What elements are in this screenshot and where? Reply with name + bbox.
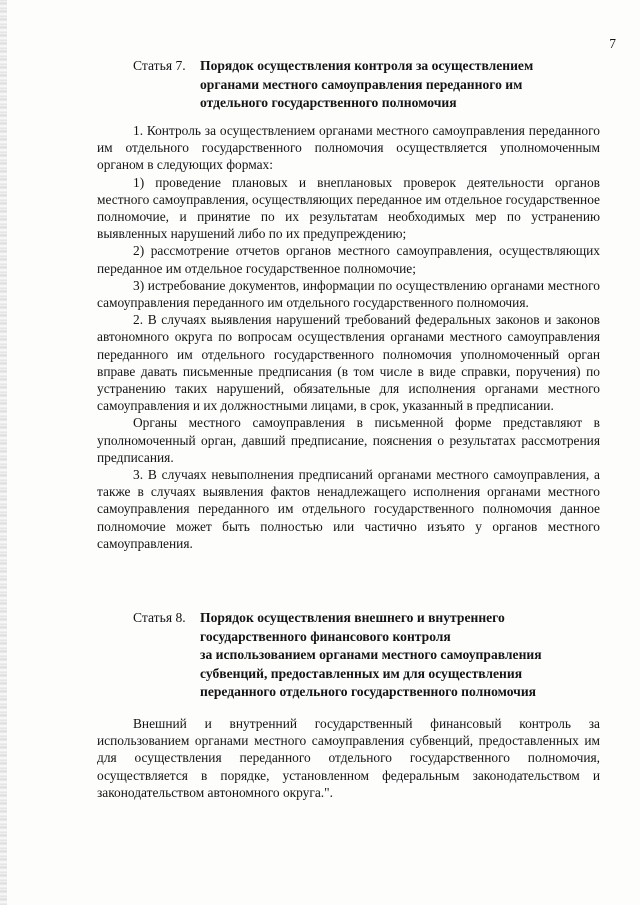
article-7-number: Статья 7. xyxy=(133,58,186,73)
article-7-title-line: отдельного государственного полномочия xyxy=(200,95,457,110)
article-7-paragraph-2: 2. В случаях выявления нарушений требований федеральных законов и законов автономного округа по вопросам осуществления органами местного самоуправления переданного им отдельного государственного полномочия уполномоченный орган вправе давать письменные предписания (в том числе в виде справки, поручения) по устранению таких нарушений, обязательные для исполнения органами местного самоуправления и их должностными лицами, в срок, указанный в предписании. xyxy=(97,312,600,414)
article-8-title-line: государственного финансового контроля xyxy=(200,628,451,644)
article-7-title-line: органами местного самоуправления переданного им xyxy=(200,76,523,92)
article-8-heading xyxy=(133,609,609,702)
article-7-paragraph-1: 1. Контроль за осуществлением органами местного самоуправления переданного им отдельного государственного полномочия осуществляется уполномоченным органом в следующих формах: xyxy=(97,123,600,173)
article-7-paragraph-2-continued: Органы местного самоуправления в письменной форме представляют в уполномоченный орган, давший предписание, пояснения о результатах рассмотрения предписания. xyxy=(97,415,600,465)
article-8-title-line: переданного отдельного государственного полномочия xyxy=(200,684,537,699)
article-7-title xyxy=(133,57,609,113)
scan-binding-edge xyxy=(0,0,7,905)
article-7-title-line: Порядок осуществления контроля за осуществлением xyxy=(200,58,534,73)
article-7-paragraph-3: 3. В случаях невыполнения предписаний органами местного самоуправления, а также в случаях выявления фактов ненадлежащего исполнения органами местного самоуправления переданного им отдельного государственного полномочия данное полномочие может быть полностью или частично изъято у органов местного самоуправления. xyxy=(97,467,600,551)
article-7-item-3: 3) истребование документов, информации по осуществлению органами местного самоуправления переданного им отдельного государственного полномочия. xyxy=(97,277,600,311)
article-7-body xyxy=(97,122,600,552)
article-8-body xyxy=(97,715,600,801)
article-8-title xyxy=(133,609,609,702)
article-8-title-line: субвенций, предоставленных им для осуществления xyxy=(200,665,523,681)
page-number: 7 xyxy=(609,36,616,51)
article-8-number: Статья 8. xyxy=(133,610,186,625)
article-7-item-1: 1) проведение плановых и внеплановых проверок деятельности органов местного самоуправления, осуществляющих переданное им отдельное государственное полномочие, и принятие по их результатам необходимых мер по устранению выявленных нарушений либо по их предупреждению; xyxy=(97,174,600,242)
article-7-item-2: 2) рассмотрение отчетов органов местного самоуправления, осуществляющих переданное им отдельное государственное полномочие; xyxy=(97,243,600,276)
article-7-heading xyxy=(133,57,609,113)
article-8-title-line: Порядок осуществления внешнего и внутреннего xyxy=(200,610,505,625)
article-8-paragraph-1: Внешний и внутренний государственный финансовый контроль за использованием органами местного самоуправления субвенций, предоставленных им для осуществления переданного отдельного государственного полномочия, осуществляется в порядке, установленном федеральным законодательством и законодательством автономного округа.". xyxy=(97,716,600,800)
article-8-title-line: за использованием органами местного самоуправления xyxy=(200,647,542,662)
